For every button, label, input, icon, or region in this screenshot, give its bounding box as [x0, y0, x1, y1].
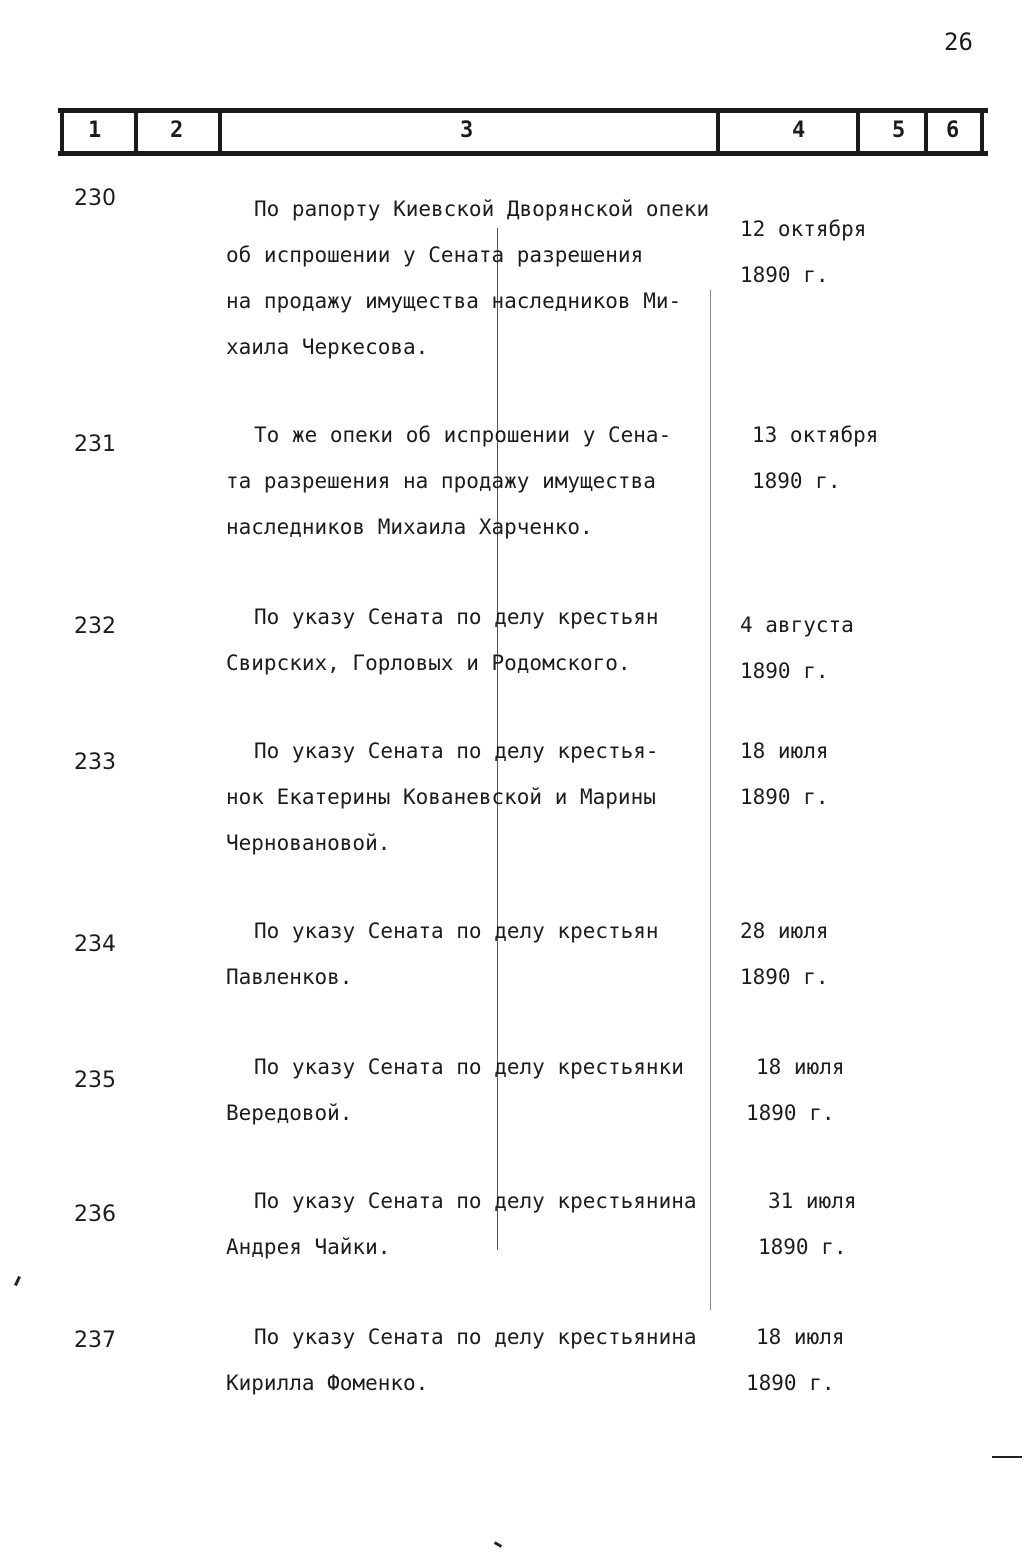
entry-date-year: 1890 г. [740, 659, 829, 683]
entry-text [226, 1044, 726, 1136]
header-separator [856, 108, 860, 156]
column-header-bar [58, 108, 988, 156]
column-number-3: 3 [460, 118, 474, 143]
scan-mark [494, 1541, 502, 1548]
entry-text-line: По рапорту Киевской Дворянской опеки [254, 197, 710, 221]
entry-text-line: По указу Сената по делу крестьянки [254, 1055, 684, 1079]
header-separator [716, 108, 720, 156]
entry-text-line: По указу Сената по делу крестья- [254, 739, 659, 763]
entry-date [746, 1044, 845, 1136]
entry-text [226, 908, 726, 1000]
entry-text [226, 594, 726, 686]
entry-text-line: По указу Сената по делу крестьянина [254, 1189, 697, 1213]
entry-number: 234 [74, 932, 116, 957]
column-number-6: 6 [946, 118, 960, 143]
entry-date [746, 1314, 845, 1406]
entry-text-line: Черновановой. [226, 831, 391, 855]
scan-mark [992, 1456, 1022, 1458]
entry-text-line: По указу Сената по делу крестьян [254, 919, 659, 943]
entry-text [226, 186, 726, 370]
entry-date [758, 1178, 857, 1270]
entry-text-line: Вередовой. [226, 1101, 353, 1125]
entry-text [226, 728, 726, 866]
header-separator [60, 108, 64, 156]
header-separator [980, 108, 984, 156]
entry-date-day: 18 июля [756, 1325, 845, 1349]
header-rule-top [58, 108, 988, 113]
entry-text-line: Свирских, Горловых и Родомского. [226, 651, 631, 675]
entry-date-year: 1890 г. [740, 785, 829, 809]
entry-text-line: наследников Михаила Харченко. [226, 515, 593, 539]
entry-date-day: 12 октября [740, 217, 867, 241]
entry-date-day: 31 июля [768, 1189, 857, 1213]
entry-number: 233 [74, 750, 116, 775]
entry-date [752, 412, 878, 504]
entry-date [740, 206, 866, 298]
entry-number: 236 [74, 1202, 116, 1227]
entry-date-day: 28 июля [740, 919, 829, 943]
entry-text-line: на продажу имущества наследников Ми- [226, 289, 682, 313]
header-separator [924, 108, 928, 156]
entry-date [740, 728, 829, 820]
entry-date-day: 4 августа [740, 613, 854, 637]
entry-date [740, 908, 829, 1000]
entry-text-line: хаила Черкесова. [226, 335, 429, 359]
header-separator [134, 108, 138, 156]
page-number: 26 [944, 28, 973, 56]
column-number-4: 4 [792, 118, 806, 143]
entry-number: 231 [74, 432, 116, 457]
entry-text-line: та разрешения на продажу имущества [226, 469, 656, 493]
entry-number: 232 [74, 614, 116, 639]
entry-date-year: 1890 г. [752, 469, 841, 493]
entry-text-line: нок Екатерины Кованевской и Марины [226, 785, 656, 809]
entry-date-year: 1890 г. [740, 263, 829, 287]
entry-number: 230 [74, 186, 116, 211]
header-rule-bottom [58, 151, 988, 156]
entry-text-line: Павленков. [226, 965, 353, 989]
entry-date-day: 18 июля [740, 739, 829, 763]
entry-date [740, 602, 854, 694]
entry-text-line: Андрея Чайки. [226, 1235, 391, 1259]
entry-date-year: 1890 г. [746, 1371, 835, 1395]
entry-date-year: 1890 г. [746, 1101, 835, 1125]
entry-text-line: По указу Сената по делу крестьян [254, 605, 659, 629]
entry-date-day: 13 октября [752, 423, 879, 447]
entry-text [226, 1178, 726, 1270]
scan-mark [14, 1276, 21, 1286]
entry-date-day: 18 июля [756, 1055, 845, 1079]
entry-number: 235 [74, 1068, 116, 1093]
entry-text-line: об испрошении у Сената разрешения [226, 243, 644, 267]
entry-text-line: То же опеки об испрошении у Сена- [254, 423, 672, 447]
column-number-1: 1 [88, 118, 102, 143]
column-number-5: 5 [892, 118, 906, 143]
entry-text [226, 1314, 726, 1406]
entry-text [226, 412, 726, 550]
entry-text-line: По указу Сената по делу крестьянина [254, 1325, 697, 1349]
entry-text-line: Кирилла Фоменко. [226, 1371, 429, 1395]
entry-date-year: 1890 г. [758, 1235, 847, 1259]
entry-date-year: 1890 г. [740, 965, 829, 989]
header-separator [218, 108, 222, 156]
entry-number: 237 [74, 1328, 116, 1353]
column-number-2: 2 [170, 118, 184, 143]
